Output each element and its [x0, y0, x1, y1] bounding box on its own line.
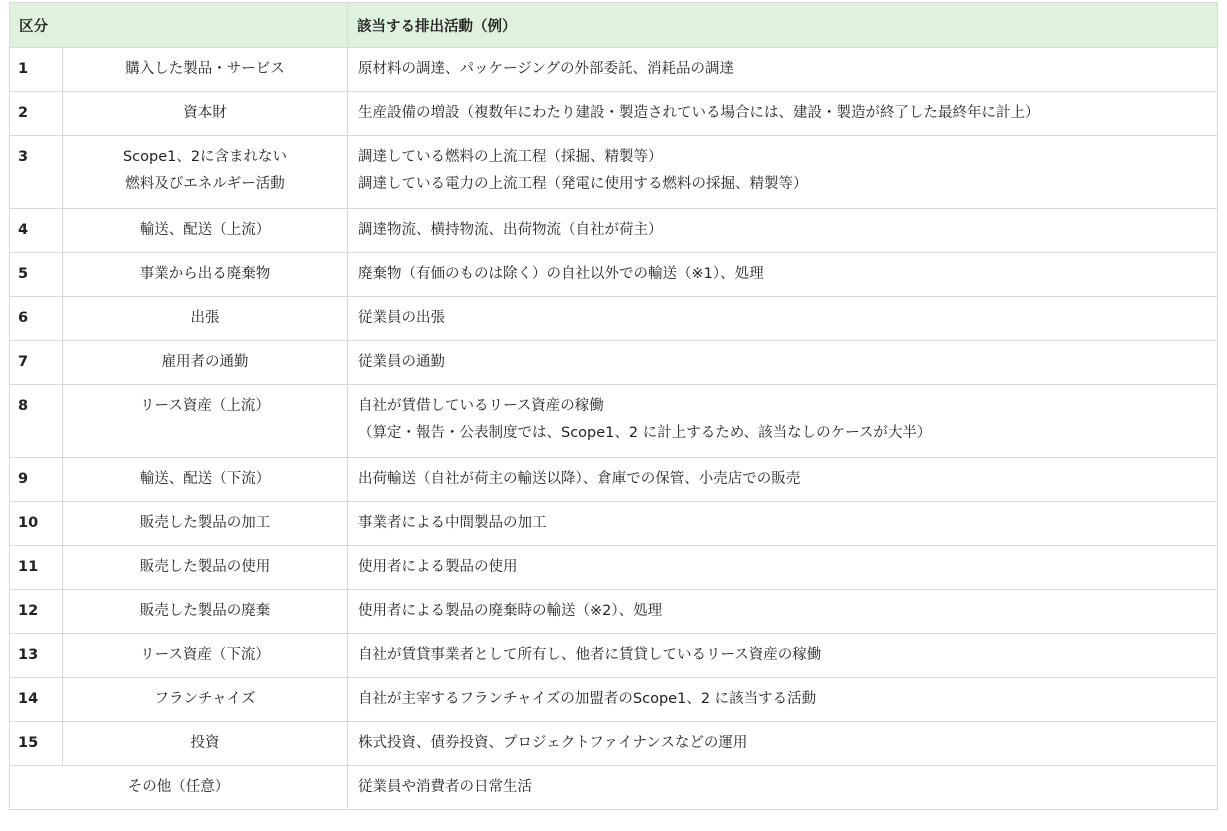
row-number: 10: [10, 502, 63, 546]
category-cell: [63, 253, 348, 297]
category-cell: [63, 48, 348, 92]
row-number: 11: [10, 546, 63, 590]
other-category-cell: その他（任意）: [10, 766, 348, 810]
table-row: [10, 502, 1218, 546]
category-line: 雇用者の通勤: [161, 354, 249, 370]
activities-cell: [348, 297, 1218, 341]
category-cell: [63, 678, 348, 722]
row-number: 9: [10, 458, 63, 502]
category-line: 購入した製品・サービス: [125, 61, 285, 77]
category-cell: [63, 722, 348, 766]
category-line: リース資産（上流）: [140, 398, 270, 414]
activity-line: 使用者による製品の廃棄時の輸送（※2）、処理: [358, 603, 663, 619]
activity-line: 自社が賃貸事業者として所有し、他者に賃貸しているリース資産の稼働: [358, 647, 822, 663]
activity-line: 生産設備の増設（複数年にわたり建設・製造されている場合には、建設・製造が終了した最終年に計上）: [358, 105, 1040, 121]
category-cell: [63, 297, 348, 341]
table-row: [10, 385, 1218, 458]
activity-line: 調達している燃料の上流工程（採掘、精製等）: [358, 149, 663, 165]
table-row: [10, 48, 1218, 92]
category-line: 販売した製品の加工: [139, 515, 271, 531]
category-cell: [63, 385, 348, 458]
table-row: [10, 590, 1218, 634]
category-cell: [63, 458, 348, 502]
table-row: [10, 634, 1218, 678]
activity-line: 株式投資、債券投資、プロジェクトファイナンスなどの運用: [358, 735, 748, 751]
category-line: 資本財: [183, 105, 227, 121]
row-number: 6: [10, 297, 63, 341]
activity-line: 出荷輸送（自社が荷主の輸送以降）、倉庫での保管、小売店での販売: [358, 471, 801, 487]
table-row: [10, 92, 1218, 136]
category-line: フランチャイズ: [154, 691, 256, 707]
row-number: 1: [10, 48, 63, 92]
activities-cell: [348, 502, 1218, 546]
header-activities: 該当する排出活動（例）: [348, 3, 1218, 48]
activities-cell: [348, 678, 1218, 722]
activity-line: 従業員の通勤: [358, 354, 445, 370]
activities-cell: [348, 48, 1218, 92]
category-line: 投資: [190, 735, 220, 751]
row-number: 14: [10, 678, 63, 722]
activities-cell: [348, 341, 1218, 385]
category-line: 出張: [190, 310, 220, 326]
table-row: [10, 297, 1218, 341]
row-number: 3: [10, 136, 63, 209]
activities-cell: [348, 385, 1218, 458]
category-cell: [63, 546, 348, 590]
activities-cell: [348, 92, 1218, 136]
table-row: [10, 341, 1218, 385]
category-cell: [63, 136, 348, 209]
table-row: [10, 458, 1218, 502]
activities-cell: [348, 458, 1218, 502]
category-line: リース資産（下流）: [140, 647, 270, 663]
scope3-category-table: [9, 2, 1218, 810]
header-category: 区分: [10, 3, 348, 48]
table-row: [10, 253, 1218, 297]
category-line: 販売した製品の廃棄: [139, 603, 271, 619]
activities-cell: [348, 136, 1218, 209]
row-number: 2: [10, 92, 63, 136]
category-cell: [63, 209, 348, 253]
table-header-row: [10, 3, 1218, 48]
category-cell: [63, 92, 348, 136]
category-line: 輸送、配送（下流）: [139, 471, 271, 487]
category-line: 燃料及びエネルギー活動: [125, 176, 285, 192]
table-row: [10, 209, 1218, 253]
activity-line: 自社が主宰するフランチャイズの加盟者のScope1、2 に該当する活動: [358, 691, 817, 707]
category-cell: [63, 634, 348, 678]
activities-cell: [348, 253, 1218, 297]
other-activities-cell: 従業員や消費者の日常生活: [348, 766, 1218, 810]
row-number: 4: [10, 209, 63, 253]
activity-line: 原材料の調達、パッケージングの外部委託、消耗品の調達: [358, 61, 735, 77]
row-number: 7: [10, 341, 63, 385]
table-row: [10, 722, 1218, 766]
table-body: [10, 48, 1218, 810]
activities-cell: [348, 209, 1218, 253]
row-number: 15: [10, 722, 63, 766]
category-cell: [63, 341, 348, 385]
activities-cell: [348, 546, 1218, 590]
category-cell: [63, 590, 348, 634]
activity-line: 使用者による製品の使用: [358, 559, 518, 575]
category-line: 輸送、配送（上流）: [139, 222, 271, 238]
activities-cell: [348, 590, 1218, 634]
row-number: 5: [10, 253, 63, 297]
category-line: 事業から出る廃棄物: [139, 266, 271, 282]
row-number: 12: [10, 590, 63, 634]
activity-line: 廃棄物（有価のものは除く）の自社以外での輸送（※1）、処理: [358, 266, 764, 282]
table-row: [10, 546, 1218, 590]
table-row: [10, 136, 1218, 209]
activities-cell: [348, 634, 1218, 678]
activity-line: 事業者による中間製品の加工: [358, 515, 547, 531]
scope3-category-table-container: [9, 2, 1217, 810]
category-cell: [63, 502, 348, 546]
category-line: Scope1、2に含まれない: [122, 149, 288, 165]
activities-cell: [348, 722, 1218, 766]
activity-line: 従業員の出張: [358, 310, 445, 326]
row-number: 8: [10, 385, 63, 458]
activity-line: 調達している電力の上流工程（発電に使用する燃料の採掘、精製等）: [358, 176, 808, 192]
activity-line: （算定・報告・公表制度では、Scope1、2 に計上するため、該当なしのケースが大半）: [358, 425, 932, 441]
row-number: 13: [10, 634, 63, 678]
activity-line: 自社が賃借しているリース資産の稼働: [358, 398, 604, 414]
table-row-other: [10, 766, 1218, 810]
category-line: 販売した製品の使用: [139, 559, 271, 575]
activity-line: 調達物流、横持物流、出荷物流（自社が荷主）: [358, 222, 663, 238]
table-row: [10, 678, 1218, 722]
